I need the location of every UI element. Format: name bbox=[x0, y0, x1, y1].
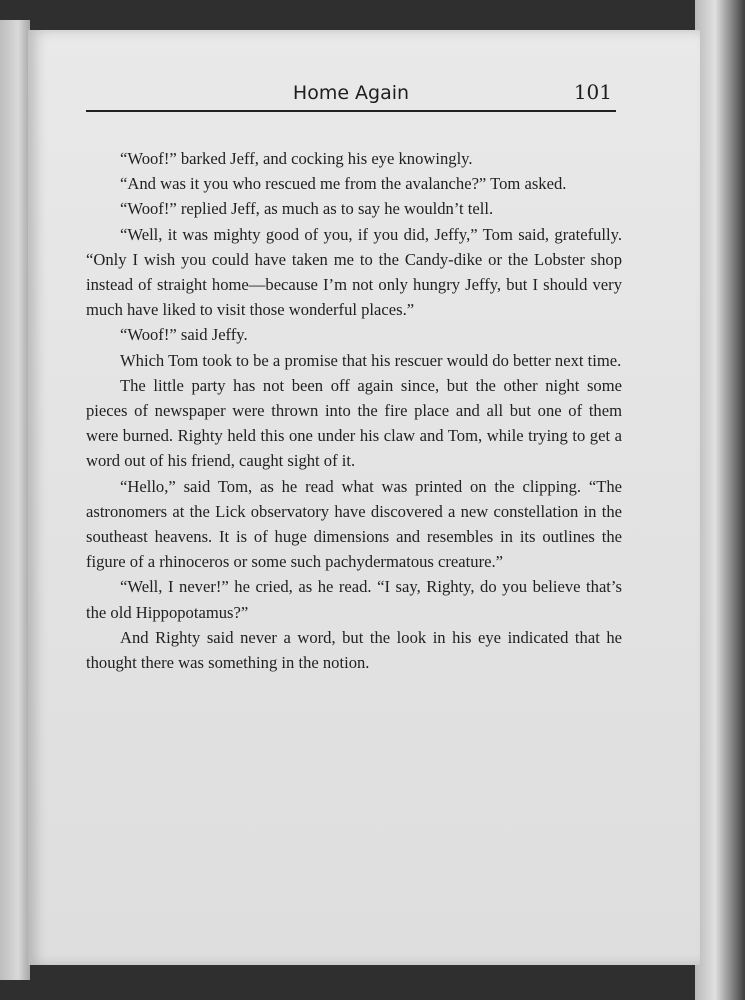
paragraph: “Woof!” barked Jeff, and cocking his eye knowingly. bbox=[120, 149, 473, 168]
paragraph: “And was it you who rescued me from the avalanche?” Tom asked. bbox=[120, 174, 567, 194]
paragraph: And Righty said never a word, but the look in his eye indicated that he thought there was something in the notion. bbox=[86, 627, 622, 673]
paragraph: Which Tom took to be a promise that his rescuer would do better next time. bbox=[120, 350, 622, 370]
paragraph: “Hello,” said Tom, as he read what was printed on the clipping. “The astronomers at the Lick observatory have discovered a new constellation in the southeast heavens. It is of huge dimensions and resembles in its outlines the figure of a rhinoceros or some such pachydermatous creature.” bbox=[86, 476, 622, 572]
paragraph: “Well, I never!” he cried, as he read. “I say, Righty, do you believe that’s the old Hippopotamus?” bbox=[86, 577, 622, 622]
page-edges bbox=[695, 0, 745, 1000]
body-text bbox=[86, 146, 622, 675]
running-head bbox=[86, 80, 616, 112]
paragraph: The little party has not been off again since, but the other night some pieces of newspaper were thrown into the fire place and all but one of them were burned. Righty held this one under his claw and Tom, while trying to get a word out of his friend, caught sight of it. bbox=[86, 375, 622, 471]
paragraph: “Woof!” replied Jeff, as much as to say he wouldn’t tell. bbox=[120, 199, 494, 219]
paragraph: “Well, it was mighty good of you, if you did, Jeffy,” Tom said, gratefully. “Only I wish you could have taken me to the Candy-dike or the Lobster shop instead of straight home—because I’m not only hungry Jeffy, but I should very much have liked to visit those wonderful places.” bbox=[86, 224, 622, 320]
page-number: 101 bbox=[573, 80, 612, 104]
paragraph: “Woof!” said Jeffy. bbox=[120, 325, 248, 345]
chapter-title: Home Again bbox=[292, 82, 410, 104]
book-cover-edge bbox=[0, 20, 30, 980]
